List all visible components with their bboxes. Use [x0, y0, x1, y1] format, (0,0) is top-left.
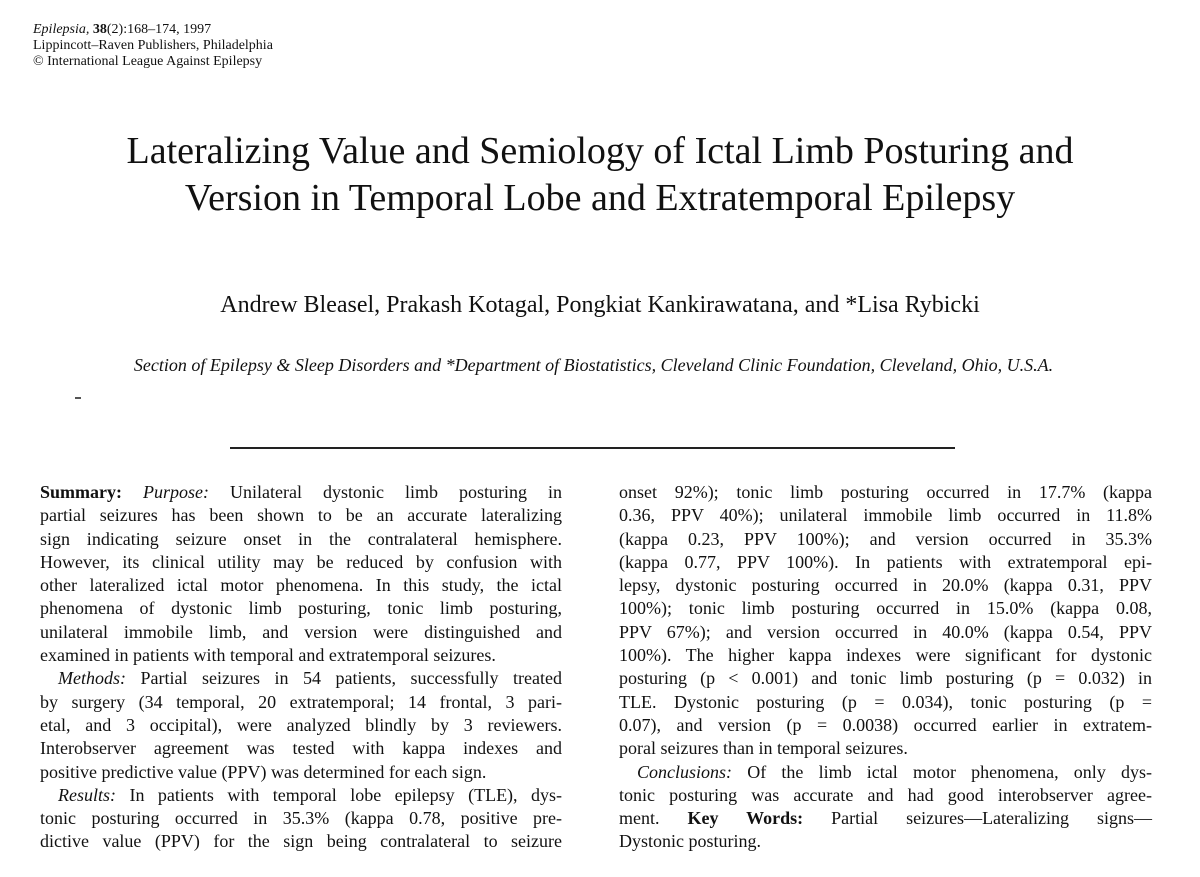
abstract-line: dictive value (PPV) for the sign being contralateral to seizure	[40, 831, 562, 852]
keywords-label: Key Words:	[687, 808, 804, 829]
abstract-text: Of the limb ictal motor phenomena, only dys-	[747, 761, 1153, 782]
abstract-line: posturing (p < 0.001) and tonic limb posturing (p = 0.032) in	[619, 668, 1152, 689]
abstract-line: phenomena of dystonic limb posturing, tonic limb posturing,	[40, 598, 562, 619]
citation-line-1	[33, 22, 273, 38]
abstract-line: onset 92%); tonic limb posturing occurred in 17.7% (kappa	[619, 482, 1152, 502]
abstract-line: lepsy, dystonic posturing occurred in 20.0% (kappa 0.31, PPV	[619, 575, 1152, 596]
abstract-line: sign indicating seizure onset in the contralateral hemisphere.	[40, 528, 562, 549]
paper-title	[0, 128, 1200, 222]
abstract-line: examined in patients with temporal and extratemporal seizures.	[40, 645, 496, 666]
abstract-right-column	[619, 481, 1152, 854]
abstract-line	[619, 807, 1152, 830]
affiliation: Section of Epilepsy & Sleep Disorders and *Department of Biostatistics, Cleveland Clinic Foundation, Cleveland, Ohio, U.S.A.	[133, 355, 1054, 375]
abstract-text: ment.	[619, 808, 660, 829]
results-label: Results:	[58, 784, 116, 805]
abstract-line: Dystonic posturing.	[619, 831, 761, 852]
abstract-line	[619, 761, 1152, 784]
abstract-line: tonic posturing occurred in 35.3% (kappa 0.78, positive pre-	[40, 808, 562, 829]
summary-label: Summary:	[40, 482, 122, 502]
abstract-line: tonic posturing was accurate and had good interobserver agree-	[619, 784, 1152, 805]
abstract-line: positive predictive value (PPV) was determined for each sign.	[40, 761, 487, 782]
abstract-line: However, its clinical utility may be reduced by confusion with	[40, 551, 562, 572]
copyright-line: © International League Against Epilepsy	[33, 54, 263, 69]
abstract-line: (kappa 0.23, PPV 100%); and version occurred in 35.3%	[619, 528, 1152, 549]
abstract-line: 0.07), and version (p = 0.0038) occurred earlier in extratem-	[619, 714, 1152, 735]
journal-citation	[33, 22, 273, 70]
author-list: Andrew Bleasel, Prakash Kotagal, Pongkiat Kankirawatana, and *Lisa Rybicki	[220, 292, 980, 318]
journal-issue-pages: (2):168–174, 1997	[106, 22, 212, 37]
abstract-line: PPV 67%); and version occurred in 40.0% (kappa 0.54, PPV	[619, 621, 1152, 642]
abstract-line	[40, 481, 562, 504]
journal-volume: 38	[92, 22, 107, 37]
abstract-line: 100%). The higher kappa indexes were significant for dystonic	[619, 645, 1152, 666]
scan-speck	[75, 397, 81, 399]
abstract-line: partial seizures has been shown to be an accurate lateralizing	[40, 505, 562, 526]
abstract-line: 100%); tonic limb posturing occurred in 15.0% (kappa 0.08,	[619, 598, 1152, 619]
purpose-label: Purpose:	[143, 482, 210, 502]
conclusions-label: Conclusions:	[637, 761, 733, 782]
abstract-line: 0.36, PPV 40%); unilateral immobile limb occurred in 11.8%	[619, 505, 1152, 526]
abstract-line: poral seizures than in temporal seizures.	[619, 738, 908, 759]
abstract-line	[40, 784, 562, 807]
abstract-left-column	[40, 481, 562, 854]
methods-label: Methods:	[58, 668, 126, 689]
abstract-line: Interobserver agreement was tested with kappa indexes and	[40, 738, 562, 759]
title-line-1: Lateralizing Value and Semiology of Ictal Limb Posturing and	[126, 130, 1074, 172]
journal-name: Epilepsia,	[33, 22, 90, 37]
abstract-text: Partial seizures in 54 patients, successfully treated	[140, 668, 563, 689]
abstract-line: by surgery (34 temporal, 20 extratemporal; 14 frontal, 3 pari-	[40, 691, 562, 712]
abstract-line	[40, 667, 562, 690]
divider-rule	[230, 447, 955, 449]
abstract-text: In patients with temporal lobe epilepsy (TLE), dys-	[129, 784, 563, 805]
title-line-2: Version in Temporal Lobe and Extratemporal Epilepsy	[184, 177, 1016, 219]
publisher-line: Lippincott–Raven Publishers, Philadelphia	[33, 38, 273, 53]
abstract-line: (kappa 0.77, PPV 100%). In patients with extratemporal epi-	[619, 551, 1152, 572]
abstract-line: unilateral immobile limb, and version were distinguished and	[40, 621, 562, 642]
abstract-line: TLE. Dystonic posturing (p = 0.034), tonic posturing (p =	[619, 691, 1152, 712]
abstract-line: other lateralized ictal motor phenomena. In this study, the ictal	[40, 575, 562, 596]
abstract-line: etal, and 3 occipital), were analyzed blindly by 3 reviewers.	[40, 714, 562, 735]
keywords-text: Partial seizures—Lateralizing signs—	[831, 808, 1153, 829]
abstract-text: Unilateral dystonic limb posturing in	[230, 482, 563, 502]
